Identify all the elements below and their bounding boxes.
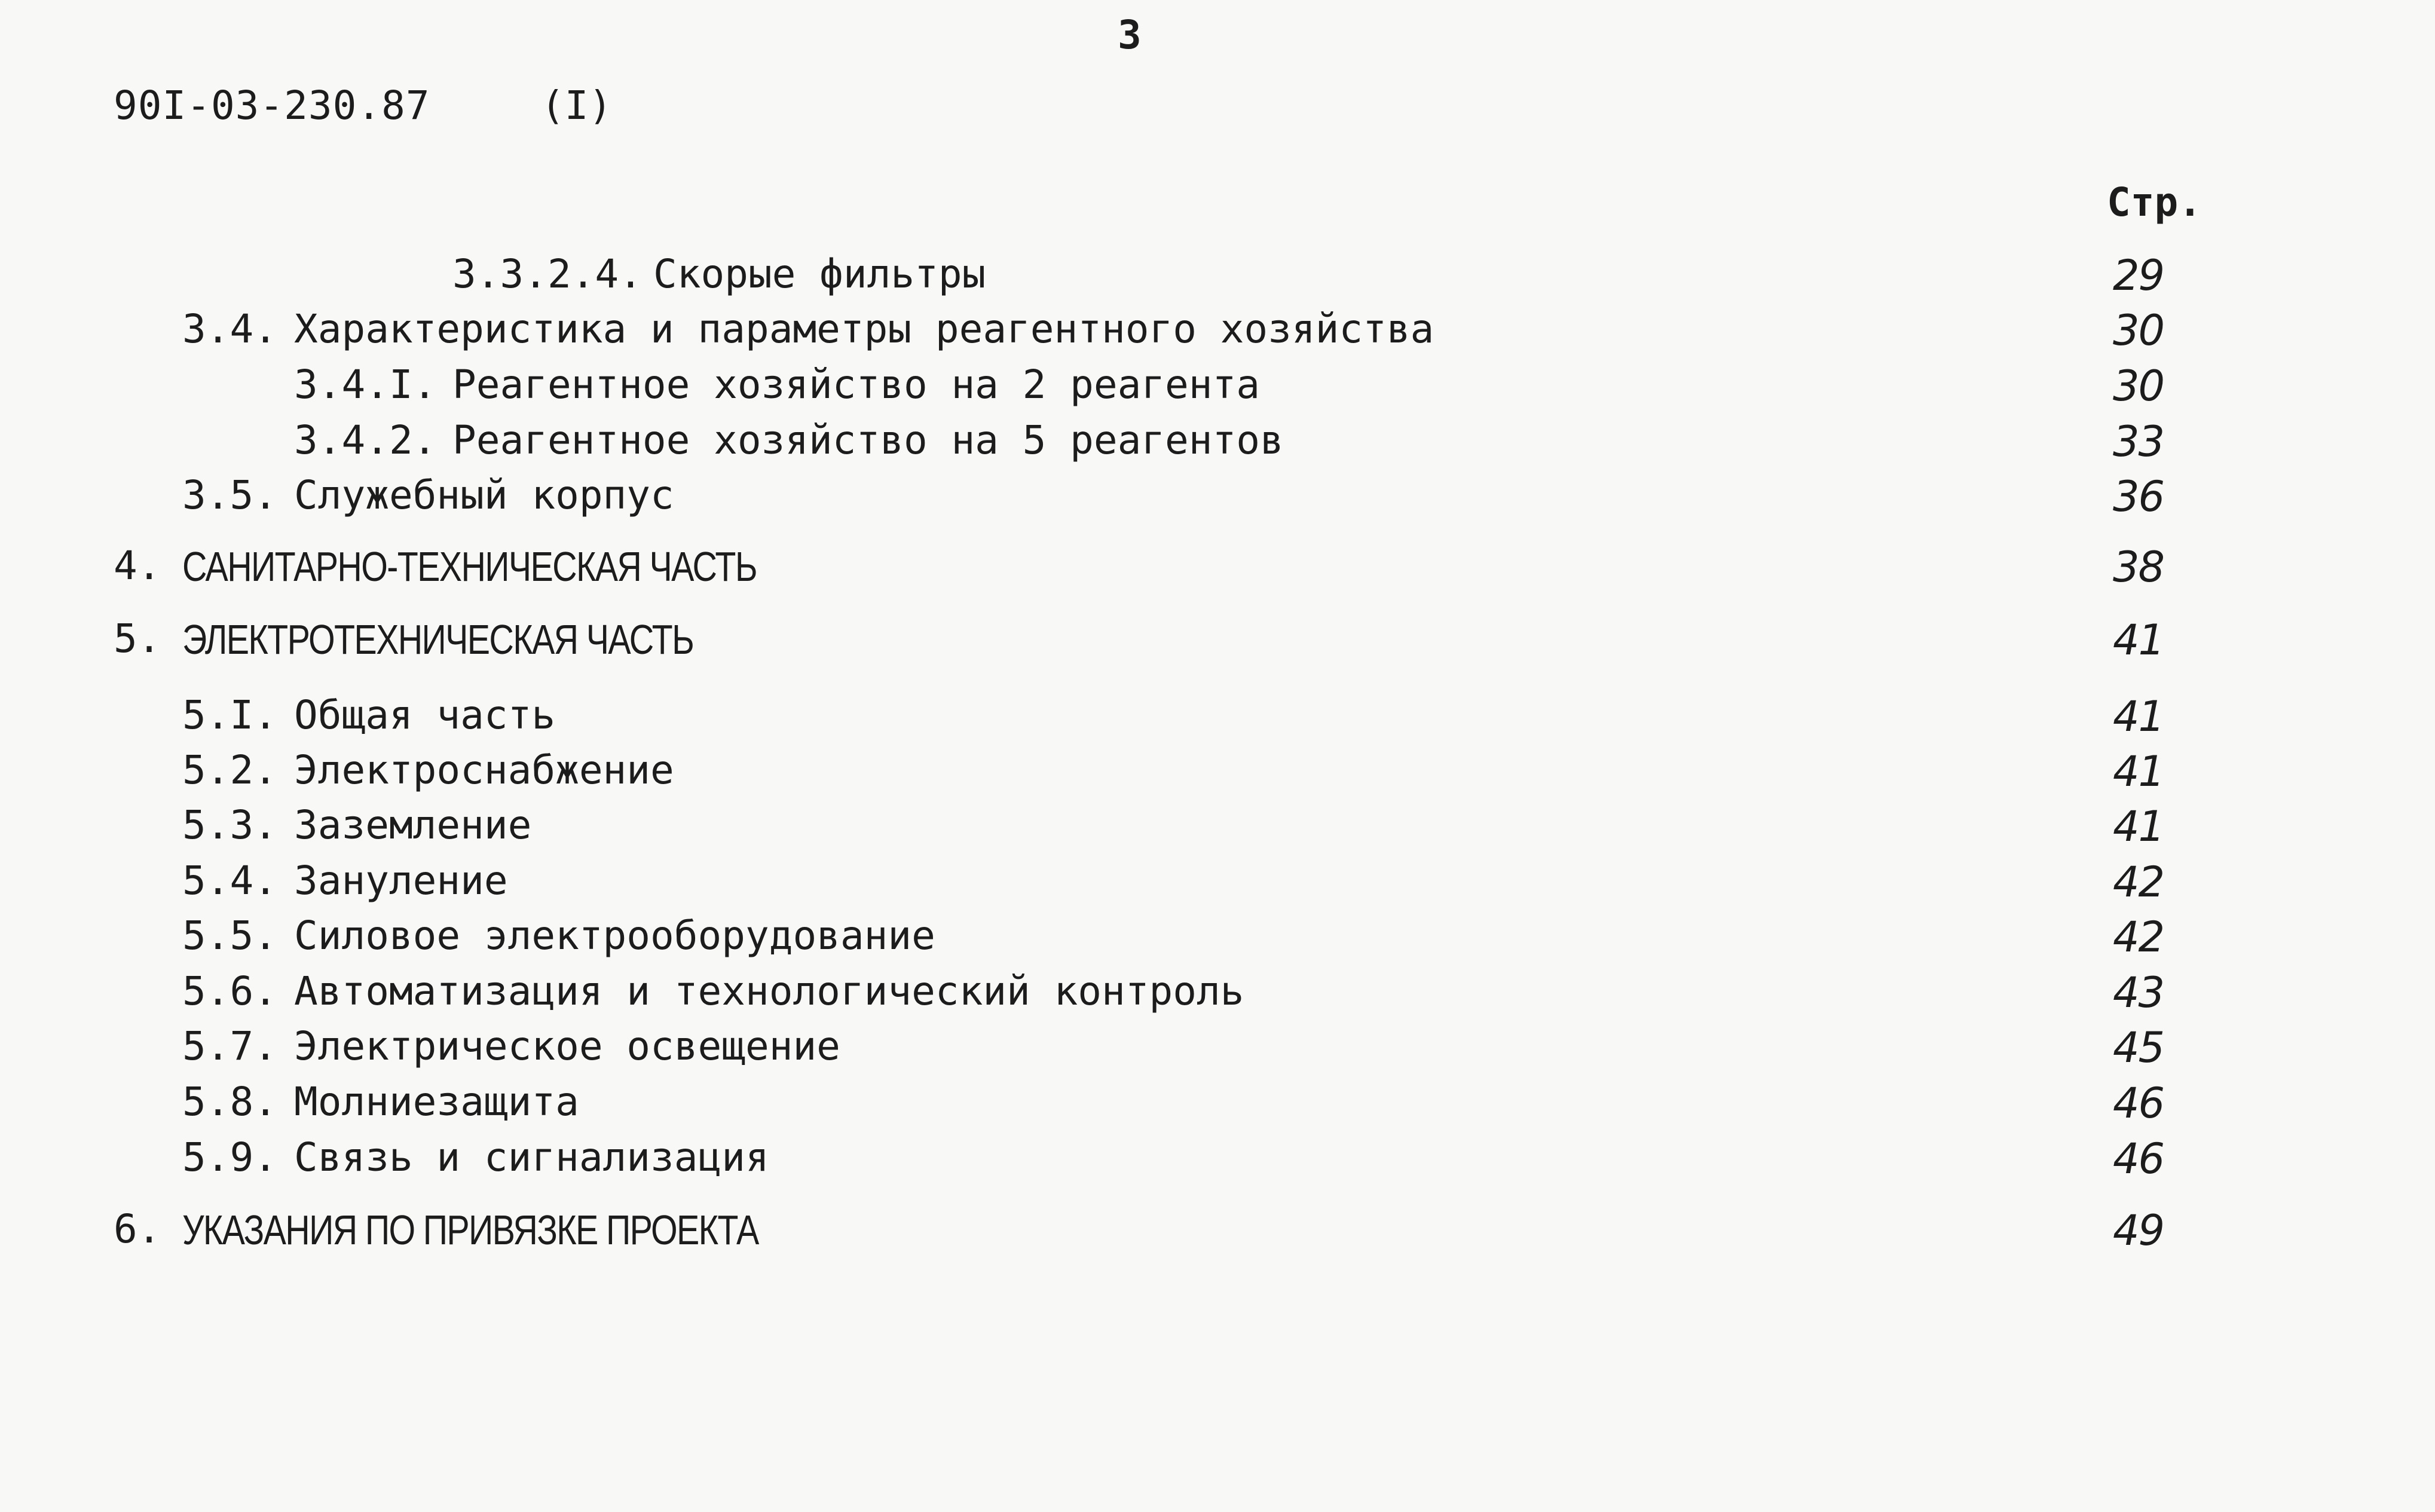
toc-entry xyxy=(0,1023,2283,1077)
toc-entry xyxy=(0,913,2283,966)
document-code: 90I-03-230.87 xyxy=(114,82,430,128)
toc-entry-title: Силовое электрооборудование xyxy=(294,913,935,959)
toc-entry-page: 38 xyxy=(2113,543,2164,592)
toc-entry xyxy=(0,362,2283,415)
toc-entry xyxy=(0,1079,2283,1133)
toc-entry xyxy=(0,802,2283,856)
toc-entry xyxy=(0,251,2283,305)
toc-entry-title: Служебный корпус xyxy=(294,472,674,518)
toc-entry-page: 49 xyxy=(2113,1206,2164,1255)
toc-entry-number: 5.7. xyxy=(182,1023,277,1069)
toc-entry-page: 46 xyxy=(2113,1079,2164,1128)
toc-entry-number: 3.3.2.4. xyxy=(452,251,643,297)
toc-entry-page: 36 xyxy=(2113,472,2164,521)
page-number: 3 xyxy=(1118,12,1142,58)
toc-entry-number: 5.5. xyxy=(182,913,277,959)
toc-entry xyxy=(0,858,2283,911)
toc-entry-title: Молниезащита xyxy=(294,1079,579,1125)
toc-entry xyxy=(0,1206,2283,1260)
toc-entry-number: 5.3. xyxy=(182,802,277,848)
toc-entry-number: 5.2. xyxy=(182,747,277,793)
toc-entry-number: 3.5. xyxy=(182,472,277,518)
toc-entry-number: 4. xyxy=(114,543,161,589)
toc-entry-number: 6. xyxy=(114,1206,161,1252)
toc-entry-title: Зануление xyxy=(294,858,508,904)
toc-entry-page: 42 xyxy=(2113,913,2164,962)
toc-entry xyxy=(0,543,2283,596)
toc-entry xyxy=(0,968,2283,1022)
toc-entry-number: 5. xyxy=(114,616,161,662)
toc-entry-page: 29 xyxy=(2113,251,2164,300)
toc-entry-page: 42 xyxy=(2113,858,2164,907)
toc-entry-page: 30 xyxy=(2113,362,2164,411)
toc-entry-number: 5.8. xyxy=(182,1079,277,1125)
toc-entry-title: Скорые фильтры xyxy=(653,251,986,297)
toc-entry-title: Связь и сигнализация xyxy=(294,1134,769,1180)
toc-entry-page: 41 xyxy=(2113,747,2164,796)
toc-entry-title: ЭЛЕКТРОТЕХНИЧЕСКАЯ ЧАСТЬ xyxy=(182,616,694,663)
toc-entry-title: Электрическое освещение xyxy=(294,1023,840,1069)
toc-entry-title: САНИТАРНО-ТЕХНИЧЕСКАЯ ЧАСТЬ xyxy=(182,543,757,590)
toc-entry-number: 5.4. xyxy=(182,858,277,904)
toc-entry xyxy=(0,306,2283,360)
toc-entry-page: 41 xyxy=(2113,616,2164,665)
toc-entry xyxy=(0,1134,2283,1188)
toc-entry-title: Реагентное хозяйство на 2 реагента xyxy=(452,362,1261,408)
toc-entry-title: Общая часть xyxy=(294,692,556,738)
toc-entry-page: 46 xyxy=(2113,1134,2164,1183)
toc-entry-title: УКАЗАНИЯ ПО ПРИВЯЗКЕ ПРОЕКТА xyxy=(182,1207,758,1253)
toc-entry-page: 43 xyxy=(2113,968,2164,1017)
toc-entry xyxy=(0,417,2283,471)
toc-entry-number: 3.4. xyxy=(182,306,277,352)
toc-entry-number: 5.I. xyxy=(182,692,277,738)
toc-entry-title: Автоматизация и технологический контроль xyxy=(294,968,1244,1014)
toc-entry-page: 41 xyxy=(2113,802,2164,851)
toc-entry xyxy=(0,616,2283,669)
toc-entry-title: Электроснабжение xyxy=(294,747,674,793)
toc-entry xyxy=(0,692,2283,746)
toc-entry-page: 30 xyxy=(2113,306,2164,355)
toc-entry-number: 3.4.I. xyxy=(294,362,437,408)
page-column-header: Стр. xyxy=(2107,179,2202,225)
toc-entry-title: Характеристика и параметры реагентного хозяйства xyxy=(294,306,1434,352)
toc-entry-number: 3.4.2. xyxy=(294,417,437,463)
toc-entry-title: Реагентное хозяйство на 5 реагентов xyxy=(452,417,1284,463)
toc-entry xyxy=(0,472,2283,526)
toc-entry xyxy=(0,747,2283,801)
toc-entry-number: 5.9. xyxy=(182,1134,277,1180)
document-part: (I) xyxy=(541,82,613,128)
toc-entry-number: 5.6. xyxy=(182,968,277,1014)
toc-entry-title: Заземление xyxy=(294,802,532,848)
toc-entry-page: 41 xyxy=(2113,692,2164,741)
toc-entry-page: 45 xyxy=(2113,1023,2164,1072)
toc-entry-page: 33 xyxy=(2113,417,2164,466)
